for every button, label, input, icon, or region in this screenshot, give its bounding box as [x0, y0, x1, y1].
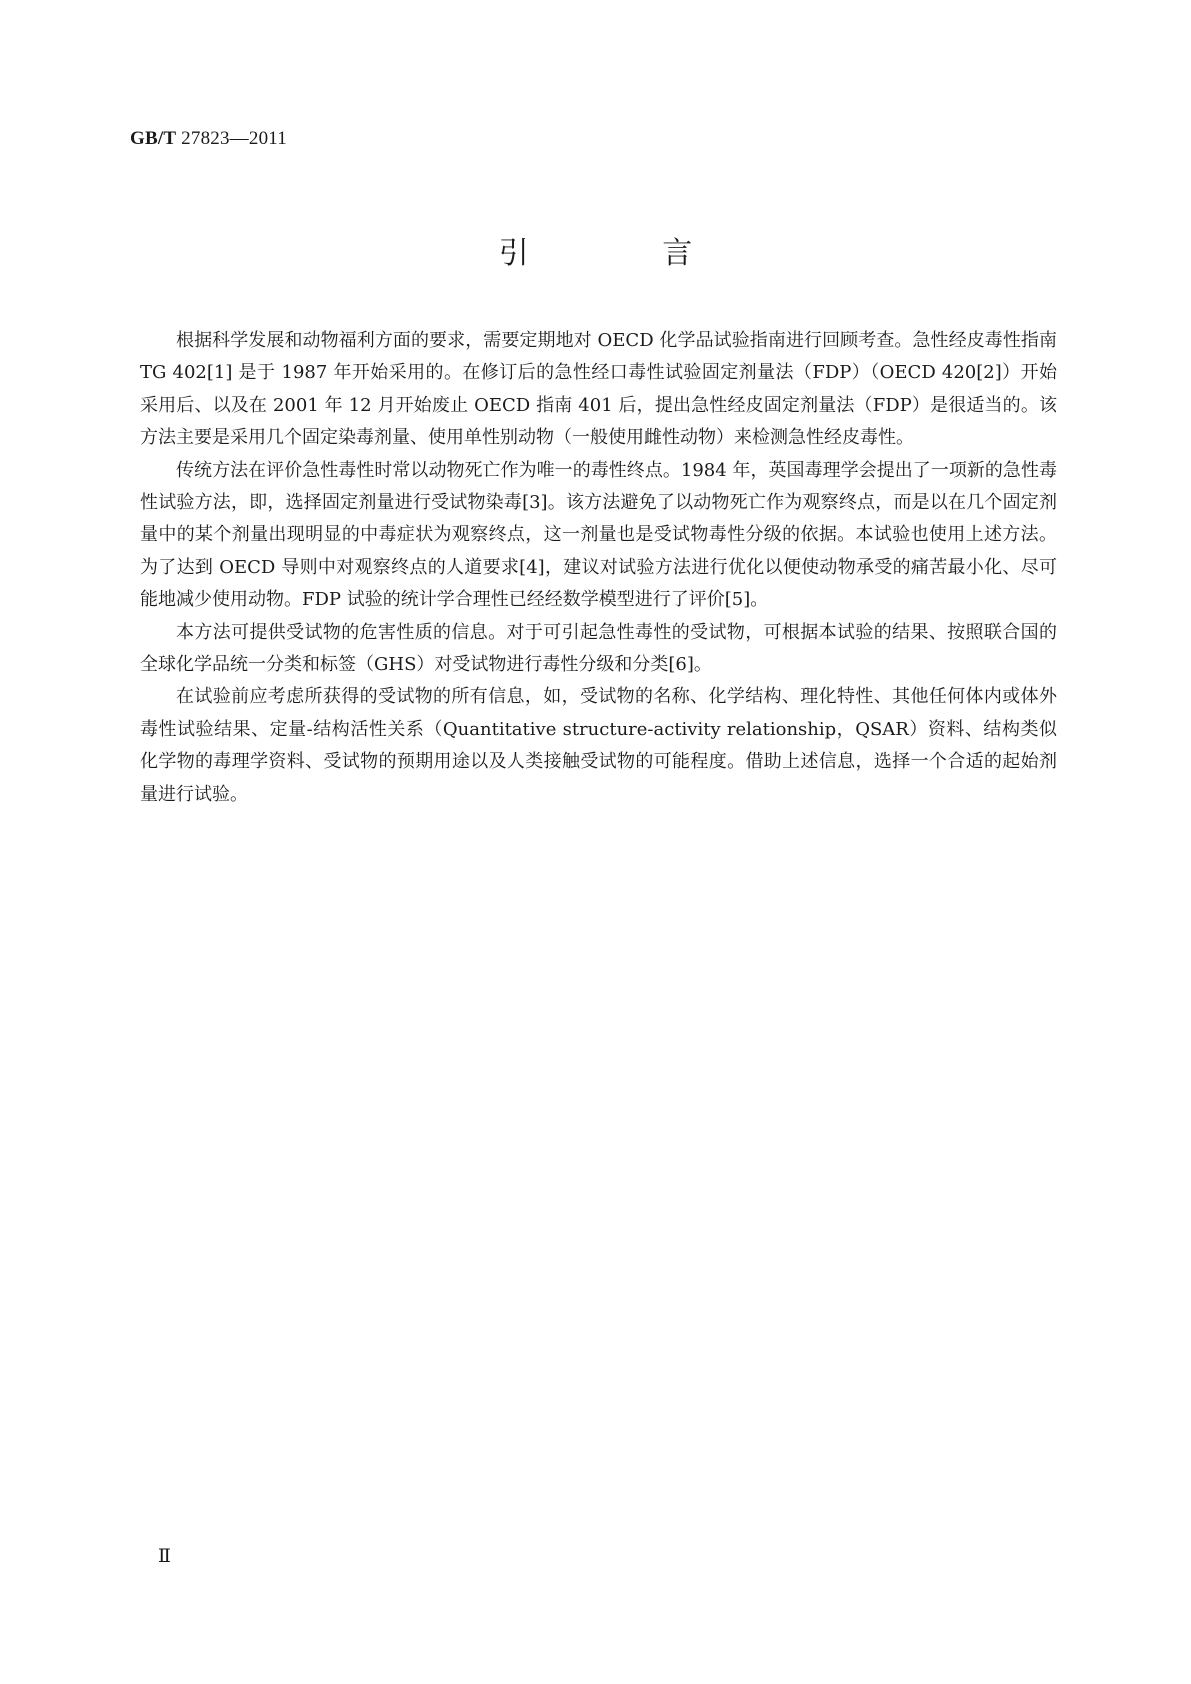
standard-code [130, 128, 287, 150]
paragraph-1: 根据科学发展和动物福利方面的要求，需要定期地对 OECD 化学品试验指南进行回顾考查。急性经皮毒性指南 TG 402[1] 是于 1987 年开始采用的。在修订后的急性经口毒性试验固定剂量法（FDP）（OECD 420[2]）开始采用后、以及在 2001 年 12 月开始废止 OECD 指南 401 后，提出急性经皮固定剂量法（FDP）是很适当的。该方法主要是采用几个固定染毒剂量、使用单性别动物（一般使用雌性动物）来检测急性经皮毒性。 [140, 330, 1057, 449]
page-title: 引 言 [498, 236, 755, 271]
standard-prefix: GB/T [130, 128, 177, 149]
paragraph-2: 传统方法在评价急性毒性时常以动物死亡作为唯一的毒性终点。1984 年，英国毒理学会提出了一项新的急性毒性试验方法，即，选择固定剂量进行受试物染毒[3]。该方法避免了以动物死亡作为观察终点，而是以在几个固定剂量中的某个剂量出现明显的中毒症状为观察终点，这一剂量也是受试物毒性分级的依据。本试验也使用上述方法。为了达到 OECD 导则中对观察终点的人道要求[4]，建议对试验方法进行优化以便使动物承受的痛苦最小化、尽可能地减少使用动物。FDP 试验的统计学合理性已经经数学模型进行了评价[5]。 [140, 459, 1057, 611]
paragraph-4: 在试验前应考虑所获得的受试物的所有信息，如，受试物的名称、化学结构、理化特性、其他任何体内或体外毒性试验结果、定量-结构活性关系（Quantitative structure-activity relationship，QSAR）资料、结构类似化学物的毒理学资料、受试物的预期用途以及人类接触受试物的可能程度。借助上述信息，选择一个合适的起始剂量进行试验。 [140, 686, 1057, 805]
paragraph-3: 本方法可提供受试物的危害性质的信息。对于可引起急性毒性的受试物，可根据本试验的结果、按照联合国的全球化学品统一分类和标签（GHS）对受试物进行毒性分级和分类[6]。 [140, 621, 1057, 676]
document-body [140, 325, 1057, 811]
page-number: Ⅱ [158, 1546, 171, 1567]
standard-number: 27823—2011 [181, 128, 287, 149]
